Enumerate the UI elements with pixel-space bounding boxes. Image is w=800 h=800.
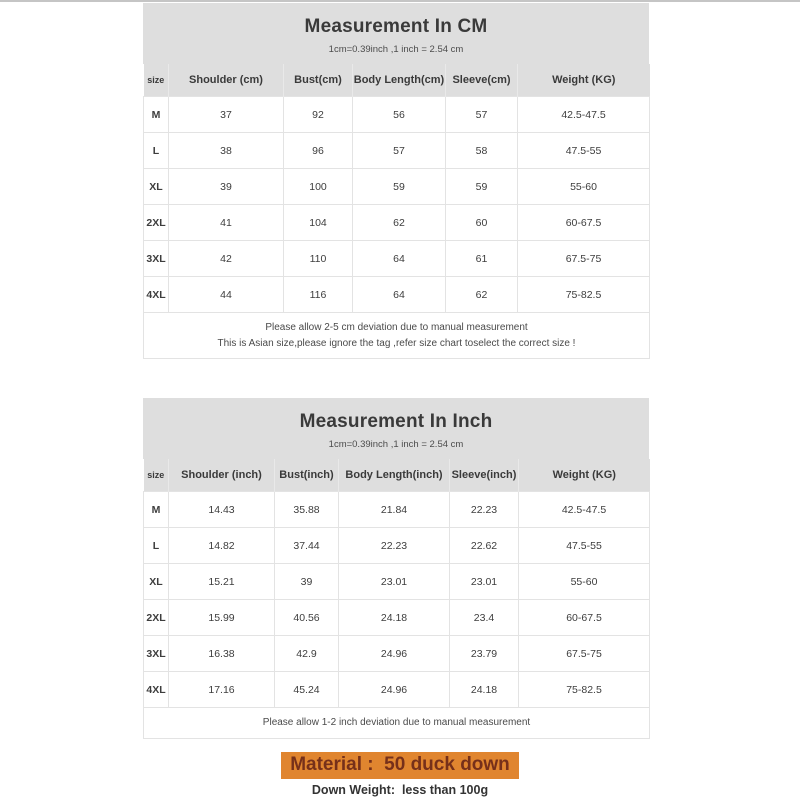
value-cell: 24.96 [339, 672, 450, 708]
value-cell: 57 [446, 97, 518, 133]
column-header-weight: Weight (KG) [519, 459, 650, 492]
value-cell: 35.88 [275, 492, 339, 528]
value-cell: 47.5-55 [518, 133, 650, 169]
size-cell: M [144, 97, 169, 133]
inch-chart-subtitle: 1cm=0.39inch ,1 inch = 2.54 cm [328, 439, 464, 450]
value-cell: 57 [353, 133, 446, 169]
value-cell: 45.24 [275, 672, 339, 708]
value-cell: 47.5-55 [519, 528, 650, 564]
value-cell: 60-67.5 [519, 600, 650, 636]
value-cell: 23.01 [450, 564, 519, 600]
column-header-size: size [144, 459, 169, 492]
value-cell: 37.44 [275, 528, 339, 564]
inch-size-chart-section [143, 398, 649, 739]
table-row [144, 492, 650, 528]
table-row [144, 133, 650, 169]
value-cell: 15.99 [169, 600, 275, 636]
table-row [144, 636, 650, 672]
column-header-weight: Weight (KG) [518, 64, 650, 97]
cm-header-row [144, 64, 650, 97]
value-cell: 60 [446, 205, 518, 241]
value-cell: 39 [275, 564, 339, 600]
value-cell: 37 [169, 97, 284, 133]
table-row [144, 97, 650, 133]
size-cell: L [144, 133, 169, 169]
size-cell: 3XL [144, 241, 169, 277]
table-row [144, 205, 650, 241]
value-cell: 17.16 [169, 672, 275, 708]
value-cell: 42.9 [275, 636, 339, 672]
size-cell: 4XL [144, 277, 169, 313]
cm-chart-header [143, 3, 649, 64]
value-cell: 55-60 [518, 169, 650, 205]
size-cell: L [144, 528, 169, 564]
cm-size-chart-section [143, 3, 649, 359]
value-cell: 44 [169, 277, 284, 313]
value-cell: 116 [284, 277, 353, 313]
material-footer [0, 752, 800, 797]
cm-chart-subtitle: 1cm=0.39inch ,1 inch = 2.54 cm [328, 44, 464, 55]
table-row [144, 277, 650, 313]
column-header-body-length: Body Length(inch) [339, 459, 450, 492]
cm-chart-title: Measurement In CM [304, 16, 488, 37]
value-cell: 96 [284, 133, 353, 169]
value-cell: 100 [284, 169, 353, 205]
value-cell: 62 [446, 277, 518, 313]
value-cell: 22.23 [450, 492, 519, 528]
table-row [144, 672, 650, 708]
top-rule [0, 0, 800, 2]
value-cell: 14.82 [169, 528, 275, 564]
value-cell: 16.38 [169, 636, 275, 672]
value-cell: 67.5-75 [518, 241, 650, 277]
value-cell: 38 [169, 133, 284, 169]
table-row [144, 600, 650, 636]
value-cell: 75-82.5 [519, 672, 650, 708]
value-cell: 42 [169, 241, 284, 277]
size-cell: 2XL [144, 205, 169, 241]
value-cell: 23.4 [450, 600, 519, 636]
note-line: Please allow 2-5 cm deviation due to manual measurement [265, 322, 528, 333]
note-line: Please allow 1-2 inch deviation due to manual measurement [262, 717, 531, 728]
value-cell: 21.84 [339, 492, 450, 528]
column-header-bust: Bust(cm) [284, 64, 353, 97]
value-cell: 24.18 [450, 672, 519, 708]
column-header-sleeve: Sleeve(cm) [446, 64, 518, 97]
value-cell: 24.18 [339, 600, 450, 636]
value-cell: 61 [446, 241, 518, 277]
value-cell: 59 [446, 169, 518, 205]
value-cell: 58 [446, 133, 518, 169]
table-row [144, 528, 650, 564]
inch-size-chart-table [143, 459, 650, 739]
table-row [144, 564, 650, 600]
note-row [144, 708, 650, 739]
value-cell: 60-67.5 [518, 205, 650, 241]
down-weight-note: Down Weight: less than 100g [311, 783, 489, 797]
value-cell: 104 [284, 205, 353, 241]
value-cell: 110 [284, 241, 353, 277]
value-cell: 14.43 [169, 492, 275, 528]
material-badge: Material : 50 duck down [281, 752, 519, 779]
value-cell: 56 [353, 97, 446, 133]
column-header-size: size [144, 64, 169, 97]
inch-chart-header [143, 398, 649, 459]
value-cell: 64 [353, 277, 446, 313]
column-header-shoulder: Shoulder (cm) [169, 64, 284, 97]
value-cell: 67.5-75 [519, 636, 650, 672]
value-cell: 23.01 [339, 564, 450, 600]
value-cell: 24.96 [339, 636, 450, 672]
note-row [144, 313, 650, 359]
value-cell: 15.21 [169, 564, 275, 600]
value-cell: 75-82.5 [518, 277, 650, 313]
value-cell: 23.79 [450, 636, 519, 672]
value-cell: 22.23 [339, 528, 450, 564]
column-header-shoulder: Shoulder (inch) [169, 459, 275, 492]
size-cell: 3XL [144, 636, 169, 672]
value-cell: 22.62 [450, 528, 519, 564]
cm-size-chart-table [143, 64, 650, 359]
measurement-note [144, 708, 650, 739]
column-header-body-length: Body Length(cm) [353, 64, 446, 97]
value-cell: 42.5-47.5 [518, 97, 650, 133]
value-cell: 59 [353, 169, 446, 205]
size-cell: XL [144, 564, 169, 600]
size-cell: 2XL [144, 600, 169, 636]
value-cell: 55-60 [519, 564, 650, 600]
column-header-bust: Bust(inch) [275, 459, 339, 492]
value-cell: 39 [169, 169, 284, 205]
size-cell: M [144, 492, 169, 528]
value-cell: 42.5-47.5 [519, 492, 650, 528]
measurement-note [144, 313, 650, 359]
size-cell: 4XL [144, 672, 169, 708]
value-cell: 41 [169, 205, 284, 241]
inch-chart-title: Measurement In Inch [299, 411, 493, 432]
value-cell: 92 [284, 97, 353, 133]
size-cell: XL [144, 169, 169, 205]
inch-header-row [144, 459, 650, 492]
note-line: This is Asian size,please ignore the tag ,refer size chart toselect the correct size ! [217, 337, 576, 349]
column-header-sleeve: Sleeve(inch) [450, 459, 519, 492]
value-cell: 64 [353, 241, 446, 277]
table-row [144, 169, 650, 205]
value-cell: 40.56 [275, 600, 339, 636]
table-row [144, 241, 650, 277]
value-cell: 62 [353, 205, 446, 241]
